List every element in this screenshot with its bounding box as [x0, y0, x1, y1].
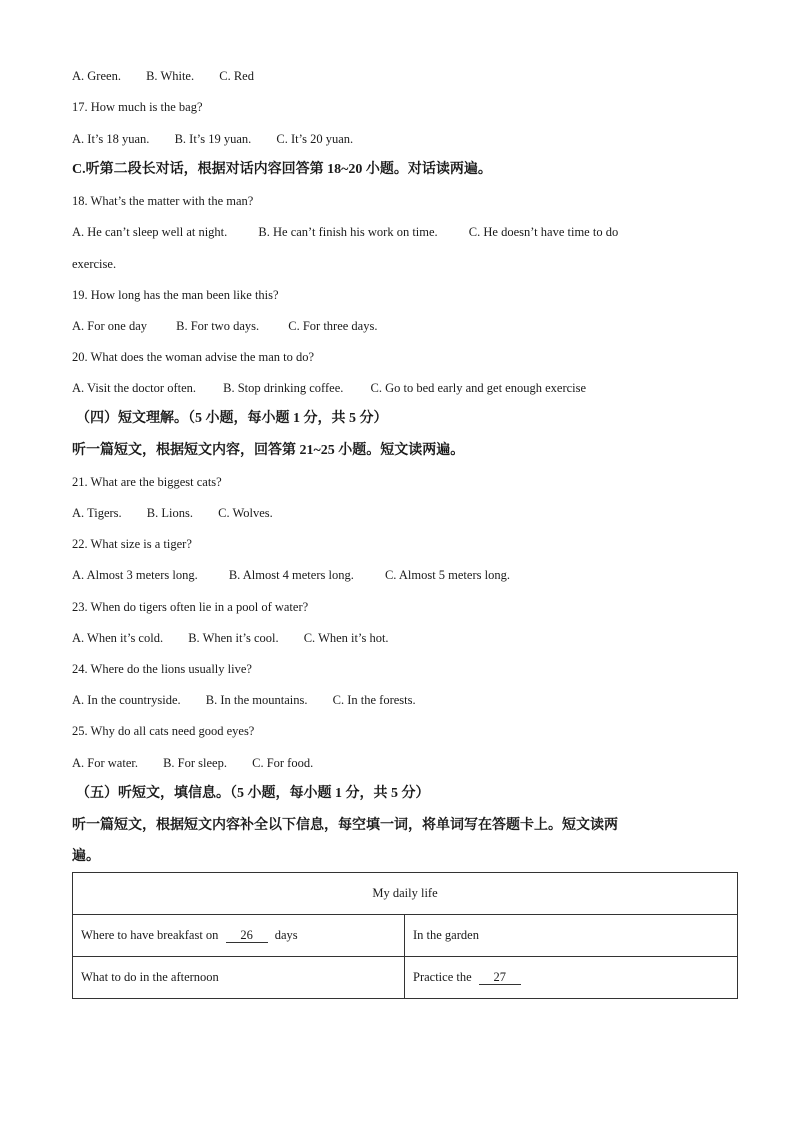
- table-row: [73, 915, 738, 957]
- q19-option-b: B. For two days.: [176, 319, 260, 333]
- q23-option-b: B. When it’s cool.: [188, 631, 279, 645]
- part4-title: （四）短文理解。（5 小题，每小题 1 分，共 5 分）: [76, 411, 388, 426]
- daily-life-table: [72, 872, 738, 999]
- q25-options: [72, 755, 335, 771]
- q20-options: [72, 380, 608, 396]
- q24-option-c: C. In the forests.: [332, 693, 416, 707]
- q25-option-c: C. For food.: [252, 756, 314, 770]
- table-cell-afternoon-question: What to do in the afternoon: [73, 957, 405, 999]
- section-c-heading: C.听第二段长对话，根据对话内容回答第 18~20 小题。对话读两遍。: [72, 162, 492, 177]
- table-cell-afternoon-answer: [405, 957, 738, 999]
- q23-option-a: A. When it’s cold.: [72, 631, 164, 645]
- q19-option-a: A. For one day: [72, 319, 147, 333]
- q21-options: [72, 505, 295, 521]
- q24-options: [72, 692, 438, 708]
- q16-option-b: B. White.: [146, 69, 195, 83]
- part5-title: （五）听短文，填信息。（5 小题，每小题 1 分，共 5 分）: [76, 786, 430, 801]
- q18-question: 18. What’s the matter with the man?: [72, 194, 254, 208]
- q25-option-b: B. For sleep.: [163, 756, 227, 770]
- q18-option-c: C. He doesn’t have time to do: [468, 225, 619, 239]
- q21-option-c: C. Wolves.: [218, 506, 273, 520]
- q18-option-b: B. He can’t finish his work on time.: [258, 225, 438, 239]
- q23-options: [72, 630, 411, 646]
- q16-option-c: C. Red: [219, 69, 254, 83]
- q22-option-b: B. Almost 4 meters long.: [228, 568, 354, 582]
- q22-question: 22. What size is a tiger?: [72, 537, 192, 551]
- q19-question: 19. How long has the man been like this?: [72, 288, 279, 302]
- q20-option-c: C. Go to bed early and get enough exercise: [370, 381, 587, 395]
- q24-option-a: A. In the countryside.: [72, 693, 181, 707]
- q23-question: 23. When do tigers often lie in a pool of water?: [72, 600, 309, 614]
- table-row: [73, 957, 738, 999]
- q18-option-a: A. He can’t sleep well at night.: [72, 225, 228, 239]
- q23-option-c: C. When it’s hot.: [303, 631, 389, 645]
- q18-continuation: exercise.: [72, 257, 117, 271]
- q17-option-c: C. It’s 20 yuan.: [276, 132, 354, 146]
- q21-option-b: B. Lions.: [146, 506, 193, 520]
- q22-option-c: C. Almost 5 meters long.: [384, 568, 510, 582]
- q21-option-a: A. Tigers.: [72, 506, 122, 520]
- q22-option-a: A. Almost 3 meters long.: [72, 568, 198, 582]
- breakfast-question-suffix: days: [274, 928, 298, 942]
- table-cell-breakfast-answer: In the garden: [405, 915, 738, 957]
- q20-question: 20. What does the woman advise the man to do?: [72, 350, 315, 364]
- q22-options: [72, 567, 532, 583]
- q16-options: [72, 68, 276, 84]
- q17-options: [72, 131, 375, 147]
- q24-option-b: B. In the mountains.: [205, 693, 308, 707]
- table-title-row: [73, 873, 738, 915]
- q17-option-b: B. It’s 19 yuan.: [174, 132, 252, 146]
- q20-option-b: B. Stop drinking coffee.: [223, 381, 344, 395]
- q16-option-a: A. Green.: [72, 69, 121, 83]
- q24-question: 24. Where do the lions usually live?: [72, 662, 252, 676]
- breakfast-question-text: Where to have breakfast on: [81, 928, 219, 942]
- table-cell-breakfast-question: [73, 915, 405, 957]
- q17-question: 17. How much is the bag?: [72, 100, 203, 114]
- blank-26[interactable]: 26: [226, 928, 268, 943]
- afternoon-answer-text: Practice the: [413, 970, 472, 984]
- part5-instruction-line1: 听一篇短文，根据短文内容补全以下信息，每空填一词，将单词写在答题卡上。短文读两: [72, 818, 618, 833]
- q21-question: 21. What are the biggest cats?: [72, 475, 222, 489]
- q18-options: [72, 224, 640, 240]
- q25-question: 25. Why do all cats need good eyes?: [72, 724, 255, 738]
- q17-option-a: A. It’s 18 yuan.: [72, 132, 150, 146]
- q19-option-c: C. For three days.: [288, 319, 378, 333]
- q19-options: [72, 318, 399, 334]
- blank-27[interactable]: 27: [479, 970, 521, 985]
- part4-instruction: 听一篇短文，根据短文内容，回答第 21~25 小题。短文读两遍。: [72, 443, 465, 458]
- q25-option-a: A. For water.: [72, 756, 138, 770]
- part5-instruction-line2: 遍。: [72, 849, 100, 864]
- table-title: My daily life: [73, 873, 738, 915]
- q20-option-a: A. Visit the doctor often.: [72, 381, 196, 395]
